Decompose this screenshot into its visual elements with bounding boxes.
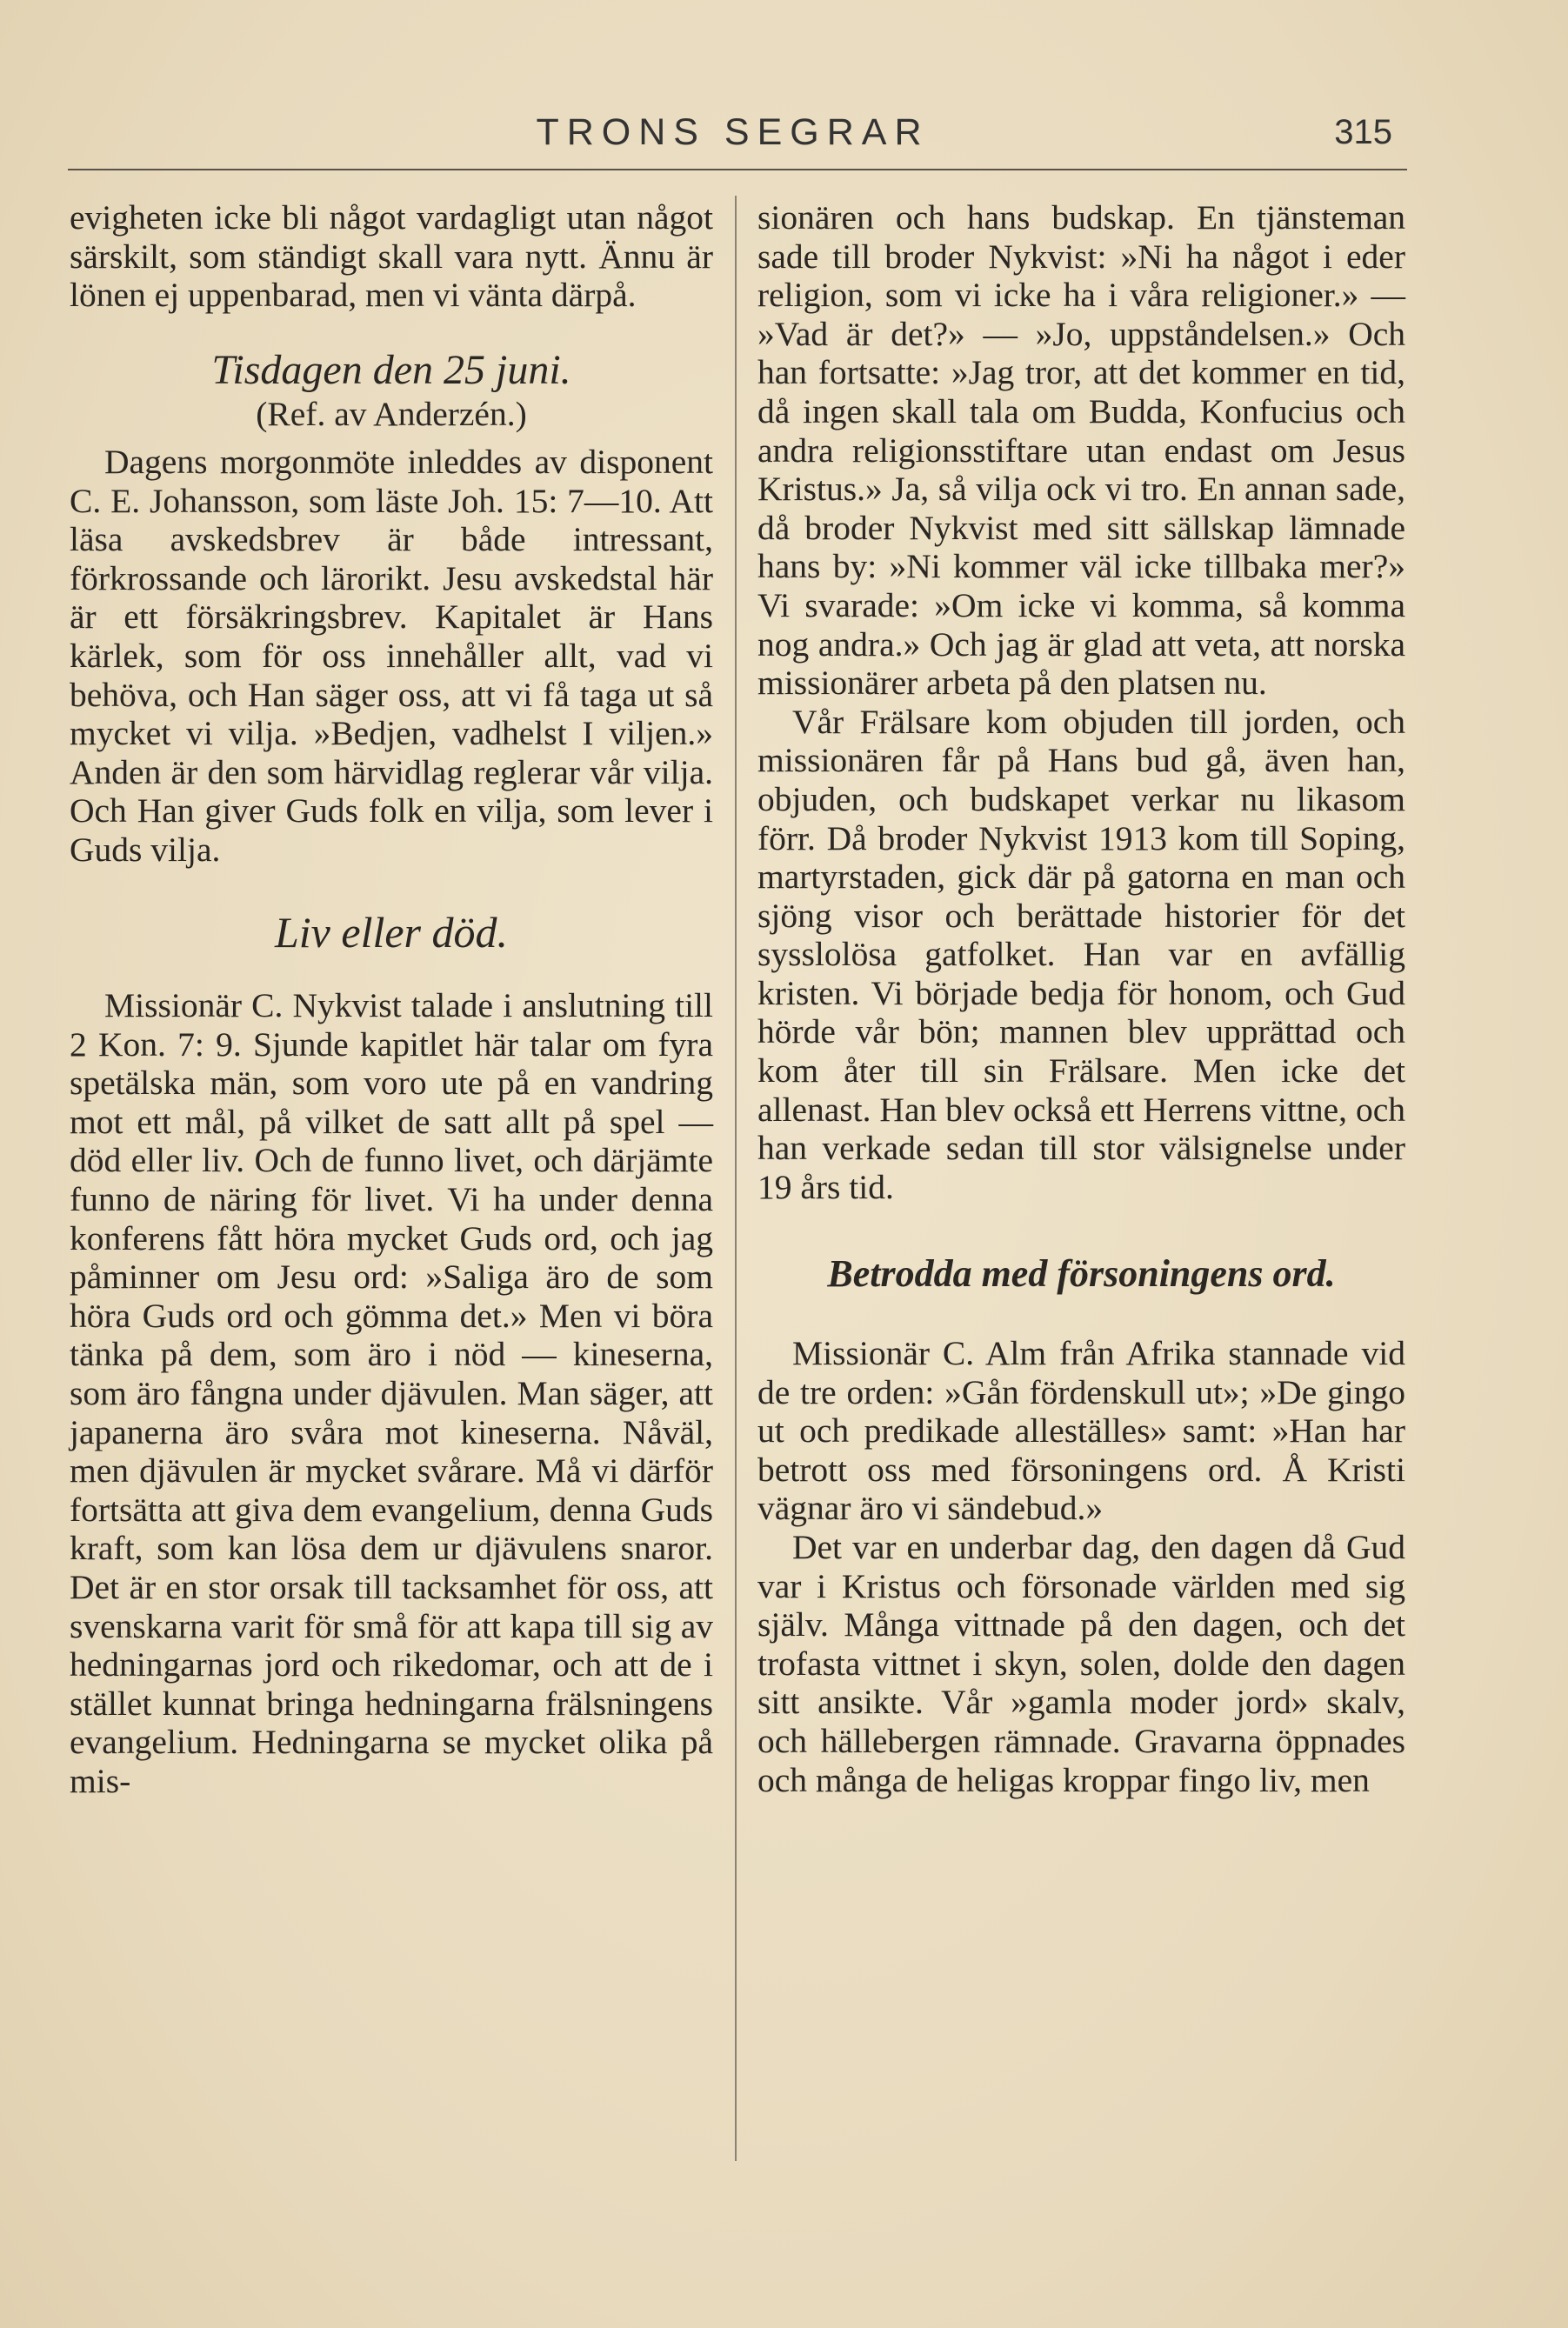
section-heading-tisdagen: Tisdagen den 25 juni. bbox=[211, 346, 571, 393]
page-number: 315 bbox=[1334, 113, 1392, 151]
page-header bbox=[63, 111, 1403, 163]
paragraph-alm: Missionär C. Alm från Afrika stannade vid de tre orden: »Gån fördenskull ut»; »De gingo ut och predikade alleställes» samt: »Han har betrott oss med försoningens ord. Å Kristi vägnar äro vi sändebud.» bbox=[757, 1334, 1405, 1528]
section-heading-liv-eller-dod: Liv eller död. bbox=[274, 907, 509, 957]
opening-paragraph: evigheten icke bli något vardagligt utan något särskilt, som ständigt skall vara nytt. Ännu är lönen ej uppenbarad, men vi vänta därpå. bbox=[70, 198, 713, 315]
header-rule bbox=[68, 169, 1407, 170]
paragraph-morgonmote: Dagens morgonmöte inleddes av disponent C. E. Johansson, som läste Joh. 15: 7—10. Att läsa avskedsbrev är både intressant, förkrossande och lärorikt. Jesu avskedstal här är ett försäkringsbrev. Kapitalet är Hans kärlek, som för oss innehåller allt, vad vi behöva, och Han säger oss, att vi få taga ut så mycket vi vilja. »Bedjen, vadhelst I viljen.» Anden är den som härvidlag reglerar vår vilja. Och Han giver Guds folk en vilja, som lever i Guds vilja. bbox=[70, 442, 713, 869]
paragraph-nykvist: Missionär C. Nykvist talade i anslutning till 2 Kon. 7: 9. Sjunde kapitlet här talar om fyra spetälska män, som voro ute på en vandring mot ett mål, på vilket de satt allt på spel — död eller liv. Och de funno livet, och därjämte funno de näring för livet. Vi ha under denna konferens fått höra mycket Guds ord, och jag påminner om Jesu ord: »Saliga äro de som höra Guds ord och gömma det.» Men vi böra tänka på dem, som äro i nöd — kineserna, som äro fångna under djävulen. Man säger, att japanerna äro svåra mot kineserna. Nåväl, men djävulen är mycket svårare. Må vi därför fortsätta att giva dem evangelium, denna Guds kraft, som kan lösa dem ur djävulens snaror. Det är en stor orsak till tacksamhet för oss, att svenskarna varit för små för att kapa till sig av hedningarnas jord och rikedomar, och att de i stället kunnat bringa hedningarna frälsningens evangelium. Hedningarna se mycket olika på mis- bbox=[70, 986, 713, 1800]
byline: (Ref. av Anderzén.) bbox=[256, 395, 527, 434]
continuation-paragraph: sionären och hans budskap. En tjänsteman sade till broder Nykvist: »Ni ha något i eder religion, som vi icke ha i våra religioner.» — »Vad är det?» — »Jo, uppståndelsen.» Och han fortsatte: »Jag tror, att det kommer en tid, då ingen skall tala om Budda, Konfucius och andra religionsstiftare utan endast om Jesus Kristus.» Ja, så vilja ock vi tro. En annan sade, då broder Nykvist med sitt sällskap lämnade hans by: »Ni kommer väl icke tillbaka mer?» Vi svarade: »Om icke vi komma, så komma nog andra.» Och jag är glad att veta, att norska missionärer arbeta på den platsen nu. bbox=[757, 198, 1405, 703]
column-divider bbox=[735, 196, 737, 2161]
right-column bbox=[757, 198, 1405, 1799]
left-column bbox=[70, 198, 713, 1801]
section-heading-betrodda: Betrodda med försoningens ord. bbox=[827, 1252, 1336, 1296]
paragraph-underbar-dag: Det var en underbar dag, den dagen då Gud var i Kristus och försonade världen med sig själv. Många vittnade på den dagen, och det trofasta vittnet i skyn, solen, dolde den dagen sitt ansikte. Vår »gamla moder jord» skalv, och hällebergen rämnade. Gravarna öppnades och många de heligas kroppar fingo liv, men bbox=[757, 1528, 1405, 1799]
running-title: TRONS SEGRAR bbox=[536, 111, 930, 153]
paragraph-frälsare: Vår Frälsare kom objuden till jorden, och missionären får på Hans bud gå, även han, objuden, och budskapet verkar nu likasom förr. Då broder Nykvist 1913 kom till Soping, martyrstaden, gick där på gatorna en man och sjöng visor och berättade historier för det sysslolösa gatfolket. Han var en avfällig kristen. Vi började bedja för honom, och Gud hörde vår bön; mannen blev upprättad och kom åter till sin Frälsare. Men icke det allenast. Han blev också ett Herrens vittne, och han verkade sedan till stor välsignelse under 19 års tid. bbox=[757, 702, 1405, 1206]
